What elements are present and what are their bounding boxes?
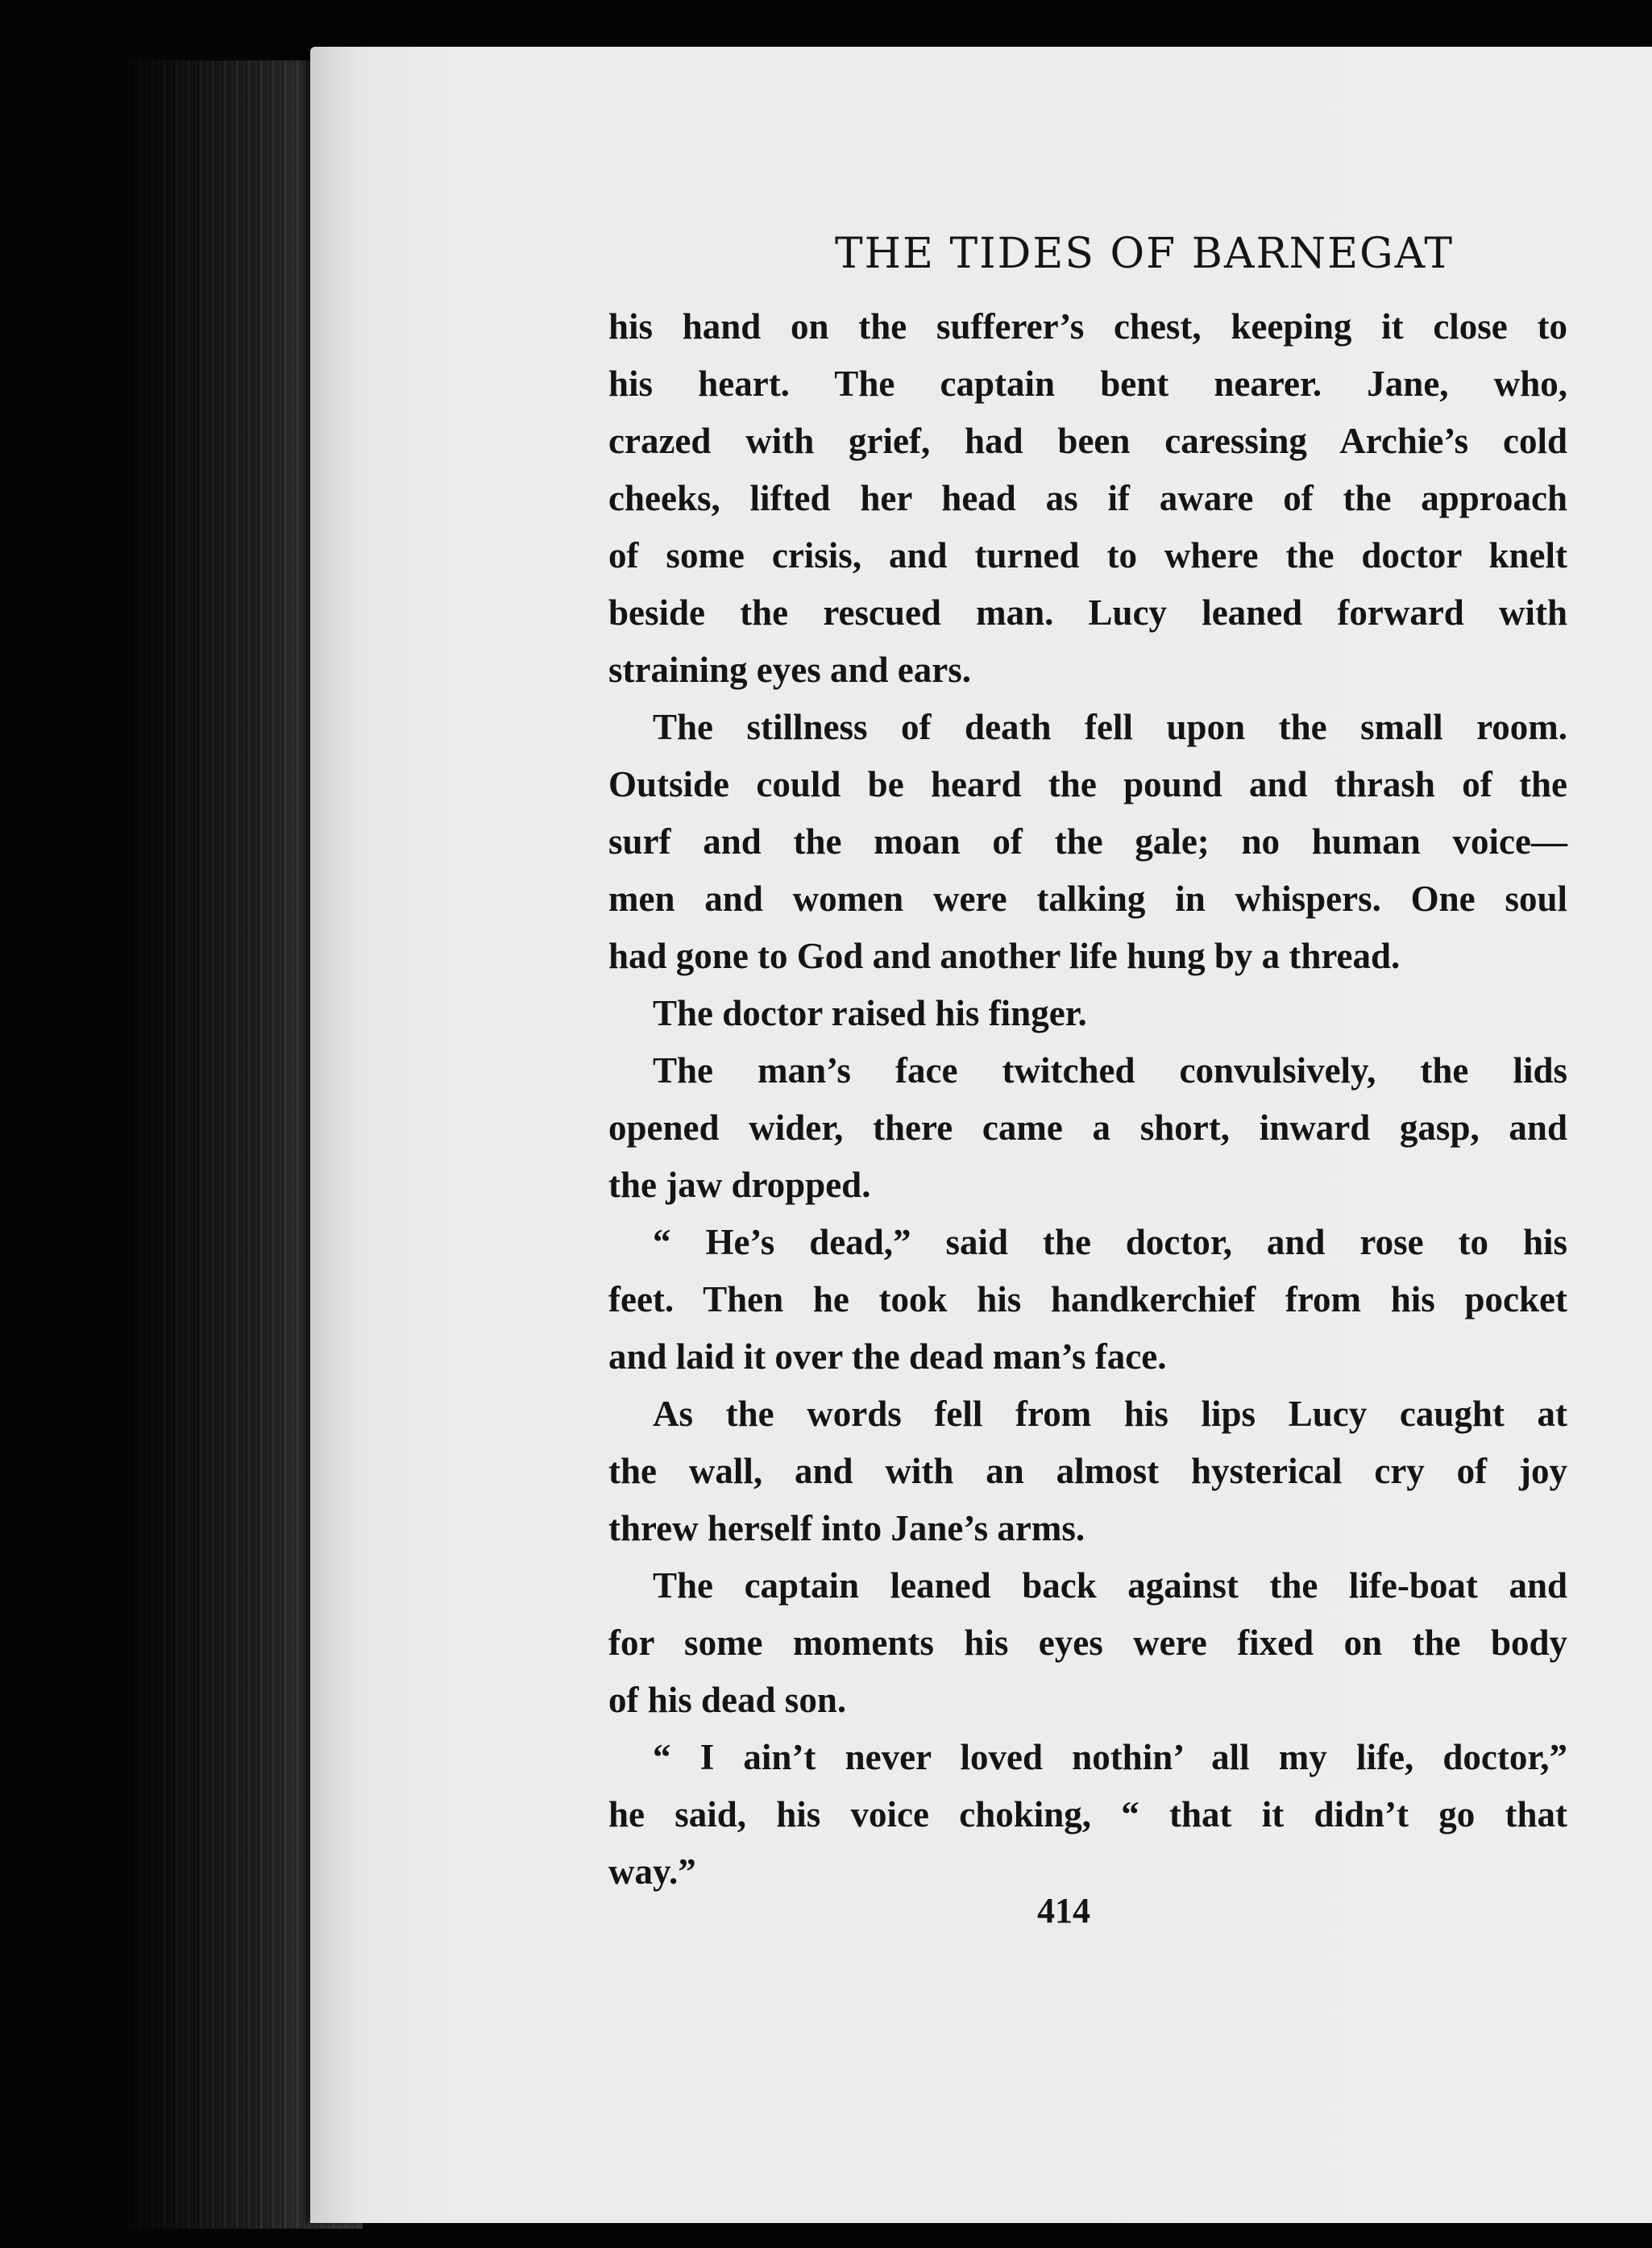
text-line: he said, his voice choking, “ that it didn’t go that (608, 1794, 1567, 1835)
text-line: his hand on the sufferer’s chest, keeping it close to (608, 306, 1567, 347)
running-header: THE TIDES OF BARNEGAT (834, 230, 1455, 278)
text-line: The man’s face twitched convulsively, the lids (653, 1050, 1567, 1091)
text-line: The stillness of death fell upon the small room. (653, 707, 1567, 747)
text-line: Outside could be heard the pound and thrash of the (608, 764, 1567, 804)
text-line: As the words fell from his lips Lucy caught at (653, 1394, 1567, 1434)
text-line: surf and the moan of the gale; no human voice— (608, 821, 1567, 862)
text-line: opened wider, there came a short, inward gasp, and (608, 1107, 1567, 1148)
text-line: of some crisis, and turned to where the doctor knelt (608, 535, 1567, 576)
text-line: cheeks, lifted her head as if aware of the approach (608, 478, 1567, 518)
text-line: feet. Then he took his handkerchief from his pocket (608, 1279, 1567, 1319)
text-line: The captain leaned back against the life-boat and (653, 1565, 1567, 1606)
text-line: beside the rescued man. Lucy leaned forward with (608, 592, 1567, 633)
text-line: The doctor raised his finger. (653, 993, 1087, 1033)
page-body (608, 298, 1567, 1901)
text-line: of his dead son. (608, 1680, 847, 1720)
text-line: the wall, and with an almost hysterical cry of joy (608, 1451, 1567, 1491)
text-line: his heart. The captain bent nearer. Jane, who, (608, 364, 1567, 404)
text-line: the jaw dropped. (608, 1165, 871, 1205)
text-line: straining eyes and ears. (608, 650, 971, 690)
text-line: “ I ain’t never loved nothin’ all my life, doctor,” (653, 1737, 1567, 1777)
text-line: way.” (608, 1851, 696, 1892)
text-line: and laid it over the dead man’s face. (608, 1336, 1167, 1377)
page-number: 414 (1037, 1891, 1090, 1930)
text-line: for some moments his eyes were fixed on the body (608, 1623, 1567, 1663)
text-line: men and women were talking in whispers. One soul (608, 879, 1567, 919)
text-line: had gone to God and another life hung by a thread. (608, 936, 1401, 976)
text-line: threw herself into Jane’s arms. (608, 1508, 1085, 1548)
text-line: “ He’s dead,” said the doctor, and rose to his (653, 1222, 1567, 1262)
text-line: crazed with grief, had been caressing Archie’s cold (608, 421, 1567, 461)
